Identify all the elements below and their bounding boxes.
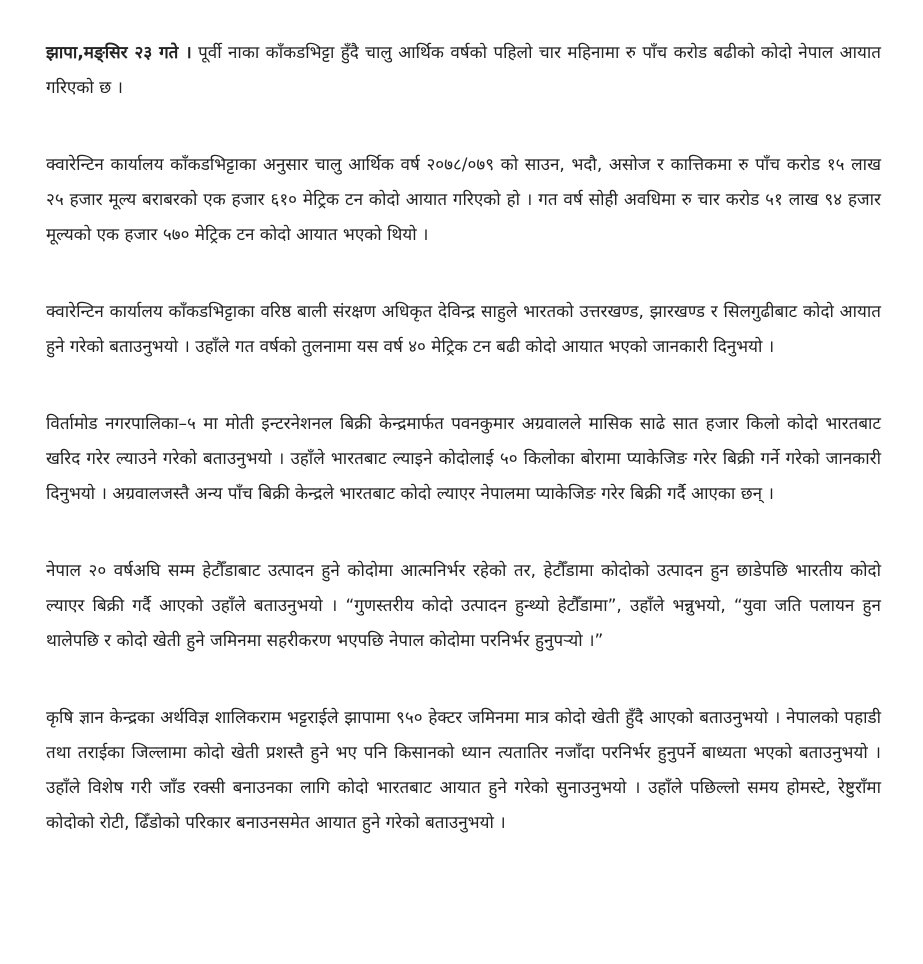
news-article bbox=[46, 36, 881, 883]
dateline: झापा,मङ्सिर २३ गते । bbox=[46, 43, 192, 63]
paragraph-quarantine-officer: क्वारेन्टिन कार्यालय काँकडभिट्टाका वरिष्ठ बाली संरक्षण अधिकृत देविन्द्र साहुले भारतको उत्तरखण्ड, झारखण्ड र सिलगुढीबाट कोदो आयात हुने गरेको बताउनुभयो । उहाँले गत वर्षको तुलनामा यस वर्ष ४० मेट्रिक टन बढी कोदो आयात भएको जानकारी दिनुभयो । bbox=[46, 302, 881, 357]
lead-paragraph bbox=[46, 36, 881, 106]
paragraph-hetauda: नेपाल २० वर्षअघि सम्म हेटौँडाबाट उत्पादन हुने कोदोमा आत्मनिर्भर रहेको तर, हेटौँडामा कोदोको उत्पादन हुन छाडेपछि भारतीय कोदो ल्याएर बिक्री गर्दै आएको उहाँले बताउनुभयो । “गुणस्तरीय कोदो उत्पादन हुन्थ्यो हेटौँडामा”, उहाँले भन्नुभयो, “युवा जति पलायन हुन थालेपछि र कोदो खेती हुने जमिनमा सहरीकरण भएपछि नेपाल कोदोमा परनिर्भर हुनुपर्‍यो ।” bbox=[46, 561, 881, 651]
paragraph-trader: विर्तामोड नगरपालिका–५ मा मोती इन्टरनेशनल बिक्री केन्द्रमार्फत पवनकुमार अग्रवालले मासिक साढे सात हजार किलो कोदो भारतबाट खरिद गरेर ल्याउने गरेको बताउनुभयो । उहाँले भारतबाट ल्याइने कोदोलाई ५० किलोका बोरामा प्याकेजिङ गरेर बिक्री गर्ने गरेको जानकारी दिनुभयो । अग्रवालजस्तै अन्य पाँच बिक्री केन्द्रले भारतबाट कोदो ल्याएर नेपालमा प्याकेजिङ गरेर बिक्री गर्दै आएका छन् । bbox=[46, 414, 881, 504]
paragraph-import-figures: क्वारेन्टिन कार्यालय काँकडभिट्टाका अनुसार चालु आर्थिक वर्ष २०७८/०७९ को साउन, भदौ, असोज र कात्तिकमा रु पाँच करोड १५ लाख २५ हजार मूल्य बराबरको एक हजार ६१० मेट्रिक टन कोदो आयात गरिएको हो । गत वर्ष सोही अवधिमा रु चार करोड ५१ लाख ९४ हजार मूल्यको एक हजार ५७० मेट्रिक टन कोदो आयात भएको थियो । bbox=[46, 155, 881, 245]
paragraph-agri-economist: कृषि ज्ञान केन्द्रका अर्थविज्ञ शालिकराम भट्टराईले झापामा ९५० हेक्टर जमिनमा मात्र कोदो खेती हुँदै आएको बताउनुभयो । नेपालको पहाडी तथा तराईका जिल्लामा कोदो खेती प्रशस्तै हुने भए पनि किसानको ध्यान त्यतातिर नजाँदा परनिर्भर हुनुपर्ने बाध्यता भएको बताउनुभयो । उहाँले विशेष गरी जाँड रक्सी बनाउनका लागि कोदो भारतबाट आयात हुने गरेको सुनाउनुभयो । उहाँले पछिल्लो समय होमस्टे, रेष्टुराँमा कोदोको रोटी, ढिँडोको परिकार बनाउनसमेत आयात हुने गरेको बताउनुभयो । bbox=[46, 708, 881, 833]
lead-text: पूर्वी नाका काँकडभिट्टा हुँदै चालु आर्थिक वर्षको पहिलो चार महिनामा रु पाँच करोड बढीको कोदो नेपाल आयात गरिएको छ । bbox=[46, 43, 881, 98]
